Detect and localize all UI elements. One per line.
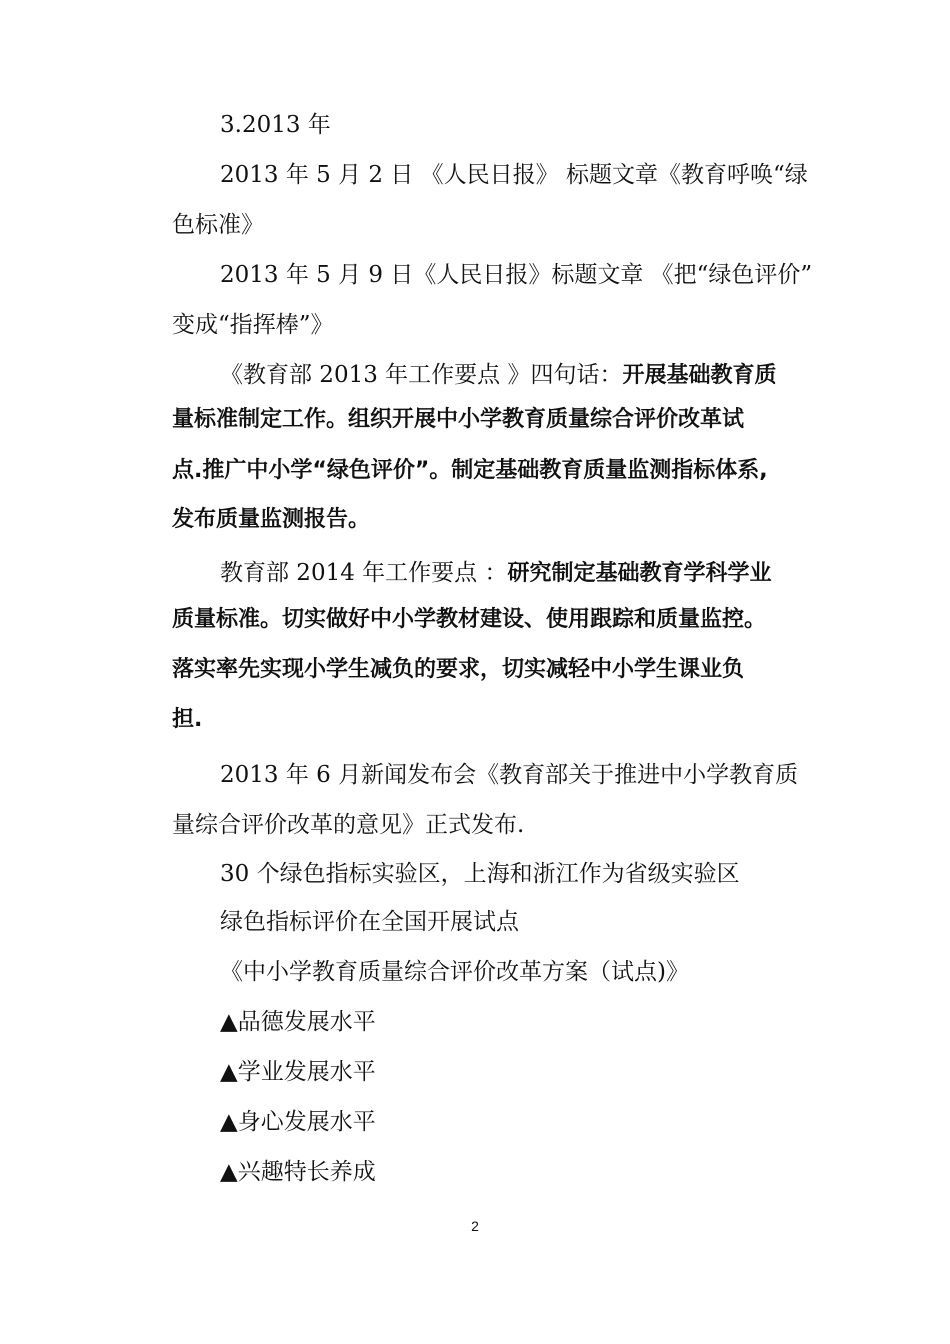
paragraph-line: 落实率先实现小学生减负的要求，切实减轻中小学生课业负 (172, 657, 745, 682)
paragraph-line (220, 554, 860, 587)
paragraph-text: 教育部 2014 年工作要点 ： (220, 560, 508, 586)
list-item: ▲身心发展水平 (220, 1109, 376, 1135)
paragraph-line: 2013 年 6 月新闻发布会《教育部关于推进中小学教育质 (220, 762, 799, 788)
list-item: ▲品德发展水平 (220, 1009, 376, 1035)
paragraph-text: 《教育部 2013 年工作要点 》四句话： (220, 362, 623, 388)
paragraph-line: 点.推广中小学“绿色评价”。制定基础教育质量监测指标体系, (172, 458, 768, 483)
paragraph-line: 色标准》 (172, 212, 264, 238)
list-item: ▲学业发展水平 (220, 1059, 376, 1085)
paragraph-line (220, 356, 860, 389)
paragraph-line: 量综合评价改革的意见》正式发布. (172, 812, 525, 838)
paragraph-line: 担. (172, 707, 203, 732)
paragraph-line: 《中小学教育质量综合评价改革方案（试点)》 (220, 959, 689, 985)
paragraph-text-bold: 研究制定基础教育学科学业 (507, 561, 772, 586)
paragraph-line: 绿色指标评价在全国开展试点 (220, 909, 519, 935)
page-number: 2 (471, 1218, 479, 1234)
paragraph-line: 2013 年 5 月 9 日《人民日报》标题文章 《把“绿色评价” (220, 262, 813, 288)
paragraph-line: 2013 年 5 月 2 日 《人民日报》 标题文章《教育呼唤“绿 (220, 162, 808, 188)
paragraph-line: 变成“指挥棒”》 (172, 312, 334, 338)
paragraph-line: 发布质量监测报告。 (172, 507, 371, 532)
paragraph-line: 质量标准。切实做好中小学教材建设、使用跟踪和质量监控。 (172, 607, 767, 632)
paragraph-line: 30 个绿色指标实验区，上海和浙江作为省级实验区 (220, 861, 740, 887)
paragraph-line: 量标准制定工作。组织开展中小学教育质量综合评价改革试 (172, 407, 745, 432)
list-item: ▲兴趣特长养成 (220, 1159, 376, 1185)
paragraph-text-bold: 开展基础教育质 (622, 363, 777, 388)
section-heading: 3.2013 年 (220, 112, 331, 138)
